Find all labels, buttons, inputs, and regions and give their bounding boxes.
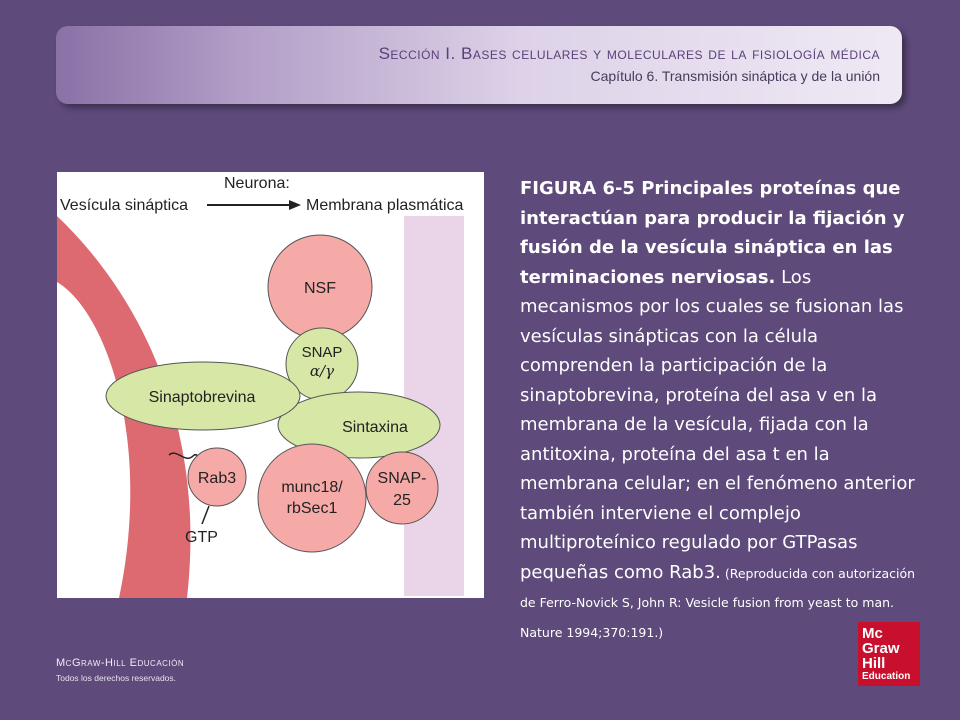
snap25-label-line1: SNAP- xyxy=(377,470,427,487)
munc18-protein xyxy=(258,444,366,552)
munc-label-line2: rbSec1 xyxy=(286,500,338,517)
rights-notice: Todos los derechos reservados. xyxy=(56,673,177,683)
snap-label-line1: SNAP xyxy=(301,344,343,361)
neuron-label: Neurona: xyxy=(224,175,290,192)
caption-reference: (Reproducida con autorización de Ferro-Novick S, John R: Vesicle fusion from yeast to man. Nature 1994;370:191.) xyxy=(520,565,916,640)
arrow-head xyxy=(289,200,301,210)
caption-body: Los mecanismos por los cuales se fusionan las vesículas sinápticas con la célula comprenden la participación de la sinaptobrevina, proteína del asa v en la membrana de la vesícula, fijada con la antitoxina, proteína del asa t en la membrana celular; en el fenómeno anterior también interviene el complejo multiproteínico regulado por GTPasas pequeñas como Rab3. xyxy=(520,266,915,583)
snap25-protein xyxy=(366,452,438,524)
synaptobrevin-label: Sinaptobrevina xyxy=(148,389,256,406)
rab3-label: Rab3 xyxy=(197,470,237,487)
chapter-subtitle: Capítulo 6. Transmisión sináptica y de la unión xyxy=(590,68,880,84)
snap-label-line2: α/γ xyxy=(309,362,335,380)
figure-caption xyxy=(520,174,930,646)
gtp-connector xyxy=(202,506,209,524)
logo-line-3: Hill xyxy=(862,655,886,672)
section-title: Sección I. Bases celulares y moleculares de la fisiología médica xyxy=(378,44,880,63)
logo-line-4: Education xyxy=(862,671,911,682)
munc-label-line1: munc18/ xyxy=(281,479,343,496)
publisher-name: McGraw-Hill Educación xyxy=(56,657,185,669)
mcgraw-hill-logo xyxy=(858,622,920,686)
gtp-label: GTP xyxy=(185,529,218,546)
figure-diagram xyxy=(57,172,484,598)
syntaxin-label: Sintaxina xyxy=(342,419,408,436)
logo-line-2: Graw xyxy=(862,640,900,657)
caption-title: FIGURA 6-5 Principales proteínas que interactúan para producir la fijación y fusión de la vesícula sináptica en las terminaciones nerviosas. xyxy=(520,178,905,288)
synaptic-fusion-diagram xyxy=(57,172,484,598)
membrane-label: Membrana plasmática xyxy=(306,197,464,214)
nsf-label: NSF xyxy=(304,280,336,297)
snap25-label-line2: 25 xyxy=(393,492,411,509)
header-band xyxy=(56,26,902,104)
logo-line-1: Mc xyxy=(862,625,883,642)
vesicle-label: Vesícula sináptica xyxy=(60,197,189,214)
